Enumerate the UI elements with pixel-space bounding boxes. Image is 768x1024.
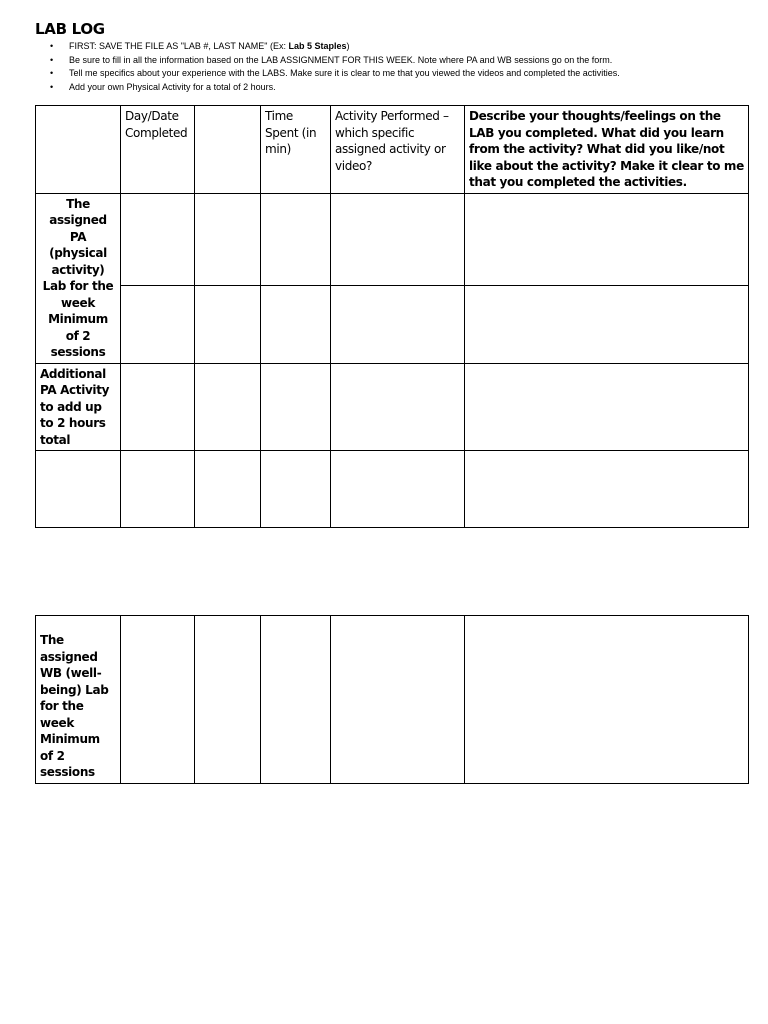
- header-describe-thoughts: Describe your thoughts/feelings on the LAB you completed. What did you learn from the activity? What did you like/not like about the activity? Make it clear to me that you completed the activities.: [465, 106, 749, 194]
- table-header-row: [36, 106, 749, 194]
- bullet-icon: •: [50, 82, 54, 93]
- thoughts-cell[interactable]: [465, 363, 749, 451]
- row-label-pa-additional: Additional PA Activity to add up to 2 hours total: [36, 363, 121, 451]
- blank-cell[interactable]: [195, 616, 261, 784]
- header-day-date: Day/Date Completed: [121, 106, 195, 194]
- bullet-icon: •: [50, 41, 54, 51]
- table-row: [36, 363, 749, 451]
- day-date-cell[interactable]: [121, 286, 195, 363]
- bullet-icon: •: [50, 54, 54, 65]
- activity-cell[interactable]: [331, 286, 465, 363]
- time-spent-cell[interactable]: [261, 616, 331, 784]
- header-cell-blank-2: [195, 106, 261, 194]
- header-time-spent: Time Spent (in min): [261, 106, 331, 194]
- instruction-item: [35, 81, 620, 95]
- wb-log-table: [35, 615, 749, 784]
- table-row: [36, 193, 749, 286]
- thoughts-cell[interactable]: [465, 286, 749, 363]
- activity-cell[interactable]: [331, 193, 465, 286]
- table-row: [36, 451, 749, 528]
- instruction-text: Be sure to fill in all the information based on the LAB ASSIGNMENT FOR THIS WEEK. Note where PA and WB sessions go on the form.: [69, 54, 613, 65]
- day-date-cell[interactable]: [121, 193, 195, 286]
- table-row: [36, 616, 749, 784]
- time-spent-cell[interactable]: [261, 286, 331, 363]
- page-title: LAB LOG: [35, 20, 105, 38]
- row-label-wb-assigned: [36, 616, 121, 784]
- instruction-item: [35, 54, 620, 68]
- header-cell-blank: [36, 106, 121, 194]
- row-label-pa-assigned: The assigned PA (physical activity) Lab for the week Minimum of 2 sessions: [36, 193, 121, 363]
- instruction-text: Tell me specifics about your experience with the LABS. Make sure it is clear to me that you viewed the videos and completed the activities.: [69, 68, 620, 79]
- time-spent-cell[interactable]: [261, 193, 331, 286]
- bullet-icon: •: [50, 68, 54, 79]
- thoughts-cell[interactable]: [465, 616, 749, 784]
- blank-cell[interactable]: [195, 193, 261, 286]
- day-date-cell[interactable]: [121, 616, 195, 784]
- table-row: [36, 286, 749, 363]
- time-spent-cell[interactable]: [261, 451, 331, 528]
- activity-cell[interactable]: [331, 363, 465, 451]
- blank-cell[interactable]: [195, 451, 261, 528]
- header-activity-performed: Activity Performed – which specific assigned activity or video?: [331, 106, 465, 194]
- activity-cell[interactable]: [331, 451, 465, 528]
- thoughts-cell[interactable]: [465, 451, 749, 528]
- blank-cell[interactable]: [195, 363, 261, 451]
- row-label-blank[interactable]: [36, 451, 121, 528]
- instructions-list: [35, 40, 620, 95]
- day-date-cell[interactable]: [121, 451, 195, 528]
- instruction-text: Add your own Physical Activity for a total of 2 hours.: [69, 82, 276, 93]
- time-spent-cell[interactable]: [261, 363, 331, 451]
- instruction-item: [35, 67, 620, 81]
- row-label-wb-text: The assigned WB (well-being) Lab for the week Minimum of 2 sessions: [40, 633, 109, 779]
- thoughts-cell[interactable]: [465, 193, 749, 286]
- instruction-item: [35, 40, 620, 54]
- instruction-example: Lab 5 Staples: [288, 41, 347, 51]
- day-date-cell[interactable]: [121, 363, 195, 451]
- blank-cell[interactable]: [195, 286, 261, 363]
- activity-cell[interactable]: [331, 616, 465, 784]
- pa-log-table: [35, 105, 749, 528]
- instruction-text-end: ): [346, 41, 350, 51]
- instruction-text: FIRST: SAVE THE FILE AS "LAB #, LAST NAME" (Ex:: [69, 41, 289, 51]
